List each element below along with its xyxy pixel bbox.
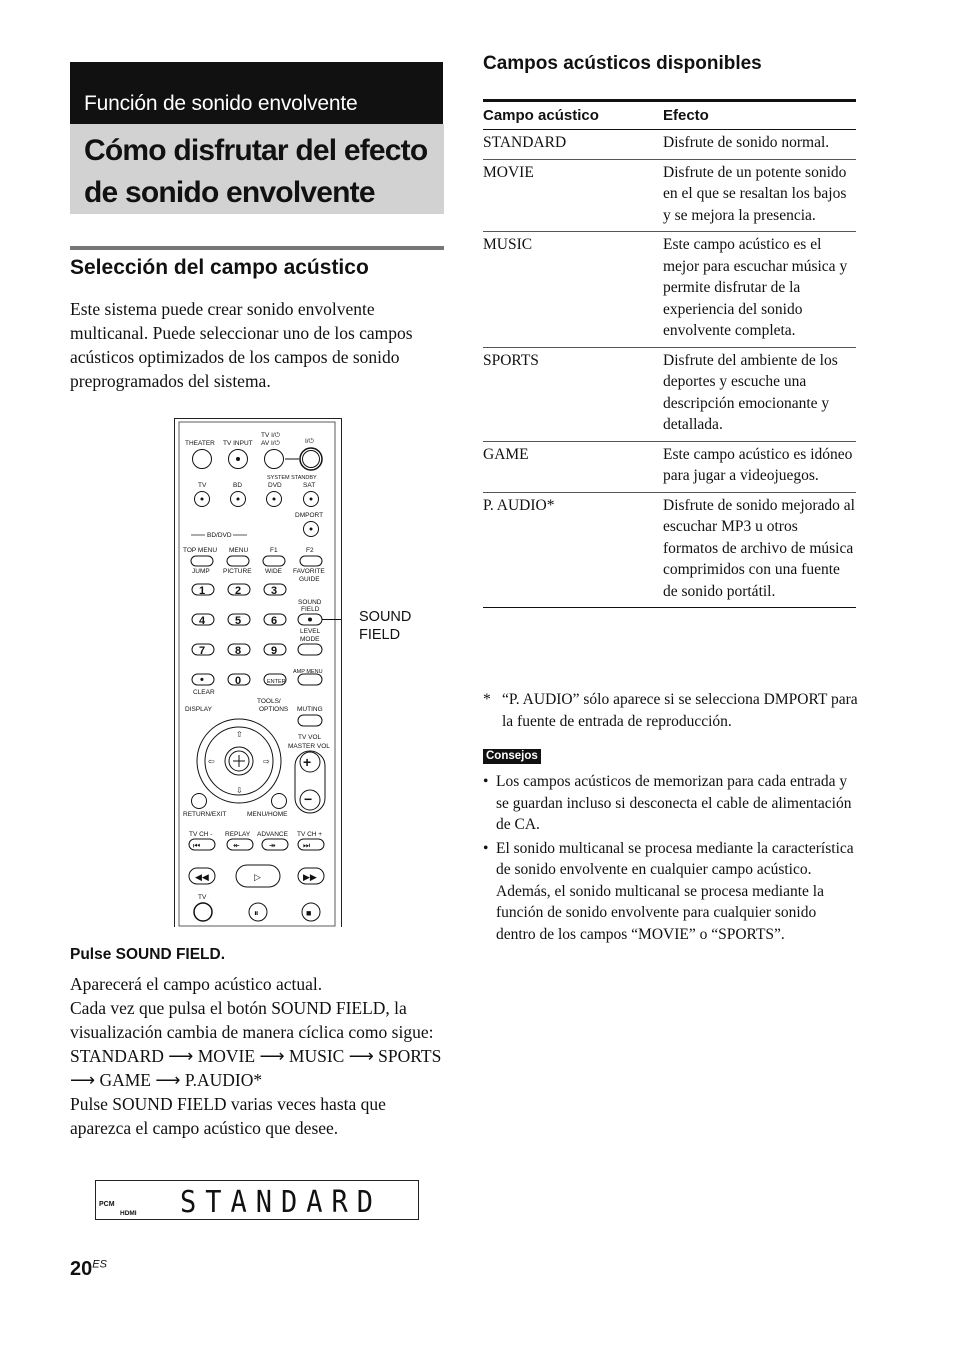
svg-text:⇨: ⇨ [263, 757, 270, 766]
bullet: • [483, 839, 489, 857]
svg-text:▶▶: ▶▶ [303, 872, 317, 882]
table-cell-field: SPORTS [483, 351, 539, 369]
intro-paragraph: Este sistema puede crear sonido envolvente multicanal. Puede seleccionar uno de los campos acústicos optimizados de los campos de sonido preprogramados del sistema. [70, 299, 413, 391]
theater-button [193, 450, 212, 469]
tip-item [483, 771, 858, 836]
table-cell-field: P. AUDIO* [483, 496, 555, 514]
tips-label: Consejos [483, 749, 541, 764]
remote-digit: 8 [235, 645, 242, 657]
table-row [483, 130, 856, 160]
remote-label: MENU [229, 547, 249, 554]
remote-label: MODE [300, 636, 320, 643]
step-sequence: STANDARD ⟶ MOVIE ⟶ MUSIC ⟶ SPORTS ⟶ GAME ⟶ P.AUDIO* [70, 1046, 442, 1090]
remote-label: SAT [303, 482, 316, 489]
title-box [70, 124, 444, 214]
remote-label: BD [233, 482, 243, 489]
remote-digit: 9 [271, 645, 278, 657]
remote-label: AV I/⏻ [261, 440, 280, 447]
svg-text:⇩: ⇩ [236, 786, 243, 795]
remote-label: F1 [270, 547, 278, 554]
remote-label: FIELD [301, 606, 320, 613]
av-power-button [265, 450, 284, 469]
remote-digit: 7 [199, 645, 206, 657]
remote-label: CLEAR [193, 689, 215, 696]
remote-label: F2 [306, 547, 314, 554]
svg-text:−: − [304, 791, 313, 807]
remote-label: ADVANCE [257, 831, 288, 838]
table-cell-field: GAME [483, 445, 529, 463]
table-cell-effect: Disfrute de un potente sonido en el que se resaltan los bajos y se mejora la presencia. [663, 163, 847, 224]
remote-label: MENU/HOME [247, 811, 288, 818]
remote-label: THEATER [185, 440, 215, 447]
svg-text:+: + [303, 754, 312, 770]
remote-label: LEVEL [300, 628, 321, 635]
footnote-marker: * [483, 691, 491, 708]
svg-text:▷: ▷ [254, 872, 261, 882]
sound-field-callout [359, 608, 411, 644]
table-cell-field: MUSIC [483, 236, 533, 253]
page-number [70, 1258, 107, 1281]
svg-text:■: ■ [306, 908, 312, 918]
remote-label: SOUND [298, 599, 322, 606]
callout-line1: SOUND [359, 609, 412, 625]
remote-label: MUTING [297, 706, 323, 713]
svg-text:⏮: ⏮ [193, 841, 201, 850]
section-title: Función de sonido envolvente [84, 92, 358, 115]
header-effect: Efecto [663, 107, 709, 124]
remote-label: TV I/⏻ [261, 432, 280, 439]
remote-label: FAVORITE [293, 568, 325, 575]
table-cell-effect: Este campo acústico es el mejor para escuchar música y permite disfrutar de la experiencia del sonido envolvente completa. [663, 236, 848, 339]
remote-label: BD/DVD [207, 532, 232, 539]
table-cell-effect: Este campo acústico es idóneo para jugar a videojuegos. [663, 445, 853, 484]
table-cell-effect: Disfrute del ambiente de los deportes y escuche una descripción emocionante y detallada. [663, 351, 838, 433]
tips-list [483, 771, 858, 947]
remote-digit: 0 [235, 675, 242, 687]
right-heading: Campos acústicos disponibles [483, 53, 762, 74]
remote-label: DVD [268, 482, 282, 489]
section-band [70, 62, 443, 124]
step-heading: Pulse SOUND FIELD. [70, 946, 226, 963]
remote-label: DISPLAY [185, 706, 212, 713]
page-number-suffix: ES [92, 1258, 107, 1271]
remote-control-illustration [174, 418, 342, 927]
remote-label: TV [198, 482, 207, 489]
bullet: • [483, 773, 489, 790]
remote-digit: • [200, 674, 204, 686]
svg-text:◀◀: ◀◀ [195, 872, 209, 882]
remote-label: AMP MENU [293, 669, 323, 675]
header-field: Campo acústico [483, 107, 599, 124]
footnote-text: “P. AUDIO” sólo aparece si se selecciona DMPORT para la fuente de entrada de reproducción. [502, 691, 858, 730]
remote-label: MASTER VOL [288, 743, 330, 750]
sound-field-table [483, 99, 856, 608]
table-row [483, 493, 856, 609]
step-line: Cada vez que pulsa el botón SOUND FIELD, la visualización cambia de manera cíclica como sigue: [70, 998, 434, 1042]
step-line: Aparecerá el campo acústico actual. [70, 974, 323, 994]
step-line: Pulse SOUND FIELD varias veces hasta que aparezca el campo acústico que desee. [70, 1094, 386, 1138]
remote-label: DMPORT [295, 512, 324, 519]
remote-label: TV CH + [297, 831, 323, 838]
table-cell-field: MOVIE [483, 163, 534, 181]
left-heading: Selección del campo acústico [70, 256, 369, 279]
remote-label: SYSTEM STANDBY [267, 475, 317, 481]
table-row [483, 348, 856, 442]
remote-label: REPLAY [225, 831, 251, 838]
table-cell-field: STANDARD [483, 134, 567, 151]
table-row [483, 160, 856, 233]
svg-text:⇦: ⇦ [208, 757, 215, 766]
hdmi-indicator: HDMI [120, 1210, 137, 1217]
remote-digit: 5 [235, 615, 242, 627]
page-number-value: 20 [70, 1258, 93, 1280]
remote-label: TV VOL [298, 734, 322, 741]
remote-label: WIDE [265, 568, 282, 575]
page-title: Cómo disfrutar del efecto de sonido envolvente [84, 134, 428, 209]
remote-digit: 1 [199, 585, 206, 597]
remote-label: TV INPUT [223, 440, 253, 447]
remote-label: GUIDE [299, 576, 320, 583]
table-cell-effect: Disfrute de sonido mejorado al escuchar MP3 u otros formatos de archivo de música comprimidos con una fuente de sonido portátil. [663, 496, 855, 600]
section-rule [70, 246, 444, 250]
remote-label: OPTIONS [259, 706, 289, 713]
svg-text:⇧: ⇧ [236, 730, 243, 739]
remote-label: PICTURE [223, 568, 252, 575]
table-row [483, 232, 856, 348]
remote-label: I/⏻ [305, 438, 314, 445]
tip-text: Los campos acústicos de memorizan para cada entrada y se guardan incluso si desconecta el cable de alimentación de CA. [496, 773, 852, 833]
footnote [483, 689, 858, 733]
svg-text:↞: ↞ [233, 841, 240, 850]
remote-label: TV CH - [189, 831, 213, 838]
remote-digit: 6 [271, 615, 278, 627]
remote-digit: 4 [199, 615, 206, 627]
table-row [483, 442, 856, 493]
remote-label: TOOLS/ [257, 698, 281, 705]
remote-label: TOP MENU [183, 547, 218, 554]
display-text: STANDARD [180, 1185, 383, 1220]
remote-digit: 3 [271, 585, 278, 597]
remote-label: RETURN/EXIT [183, 811, 227, 818]
power-button [300, 448, 322, 470]
front-panel-display [95, 1180, 419, 1220]
remote-label: ENTER [267, 679, 286, 685]
remote-digit: 2 [235, 585, 242, 597]
step-body [70, 972, 450, 1140]
svg-text:⏸: ⏸ [254, 908, 259, 918]
tip-text: El sonido multicanal se procesa mediante la característica de sonido envolvente en cualquier campo acústico. Además, el sonido multicanal se procesa mediante la función de sonido envolvente para cualquier sonido dentro de los campos “MOVIE” o “SPORTS”. [496, 839, 854, 943]
table-header [483, 102, 856, 130]
callout-line2: FIELD [359, 627, 401, 643]
pcm-indicator: PCM [99, 1201, 115, 1208]
svg-text:⏭: ⏭ [303, 841, 311, 850]
remote-label: JUMP [192, 568, 210, 575]
svg-text:↠: ↠ [269, 841, 276, 850]
tip-item [483, 838, 858, 946]
table-cell-effect: Disfrute de sonido normal. [663, 134, 830, 151]
remote-label: TV [198, 894, 207, 901]
